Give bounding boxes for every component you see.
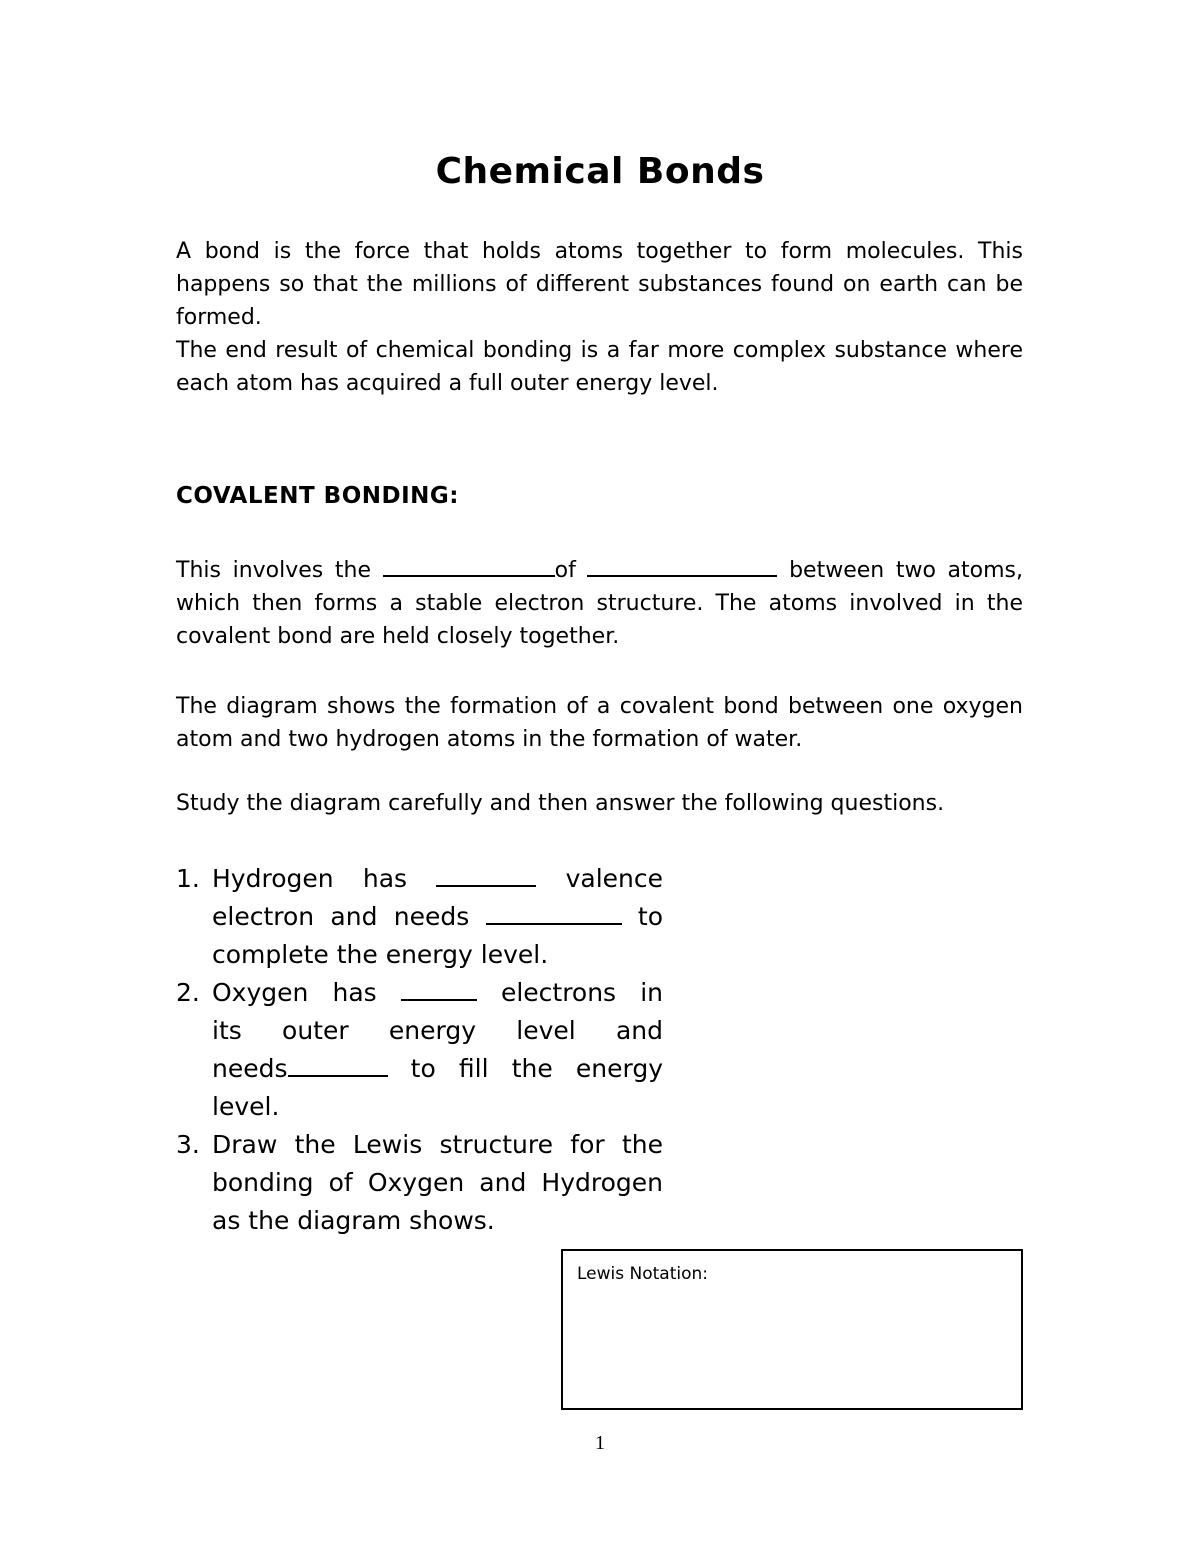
page-title: Chemical Bonds (435, 151, 765, 192)
text-segment: electron and needs (212, 902, 470, 931)
paragraph-line: The diagram shows the formation of a covalent bond between one oxygen (176, 694, 1023, 719)
text-segment (212, 1054, 388, 1083)
intro-line: formed. (176, 305, 262, 330)
lewis-notation-box[interactable] (561, 1249, 1023, 1410)
intro-line: A bond is the force that holds atoms together to form molecules. This (176, 239, 1023, 264)
question-number: 3. (176, 1130, 200, 1159)
text-segment: valence (565, 864, 664, 893)
covalent-paragraph-1 (176, 553, 1023, 653)
paragraph-line: covalent bond are held closely together. (176, 624, 620, 649)
question-line (212, 1050, 663, 1088)
question-line: Draw the Lewis structure for the (212, 1130, 663, 1159)
paragraph-line: which then forms a stable electron structure. The atoms involved in the (176, 591, 1023, 616)
text-segment: electrons in (500, 978, 663, 1007)
question-item (176, 860, 663, 974)
text-segment: has (362, 864, 408, 893)
paragraph-line: Study the diagram carefully and then answer the following questions. (176, 791, 945, 816)
lewis-notation-label: Lewis Notation: (577, 1264, 709, 1284)
text-segment: Oxygen has (212, 978, 377, 1007)
paragraph-line: atom and two hydrogen atoms in the formation of water. (176, 727, 803, 752)
text-segment: to fill the energy (410, 1054, 663, 1083)
text-segment: to (637, 902, 663, 931)
question-list (176, 860, 663, 1240)
covalent-paragraph-3 (176, 787, 1023, 820)
blank-answer-2[interactable] (587, 553, 777, 577)
section-heading: COVALENT BONDING: (176, 483, 459, 509)
text-segment: of (554, 558, 588, 583)
question-line (212, 974, 663, 1012)
question-line (212, 898, 663, 936)
blank-answer-5[interactable] (401, 975, 477, 1001)
question-item (176, 1126, 663, 1240)
text-segment: This involves the (176, 558, 383, 583)
text-segment: Hydrogen (212, 864, 334, 893)
question-line: level. (212, 1092, 280, 1121)
question-line: bonding of Oxygen and Hydrogen (212, 1168, 663, 1197)
page-number: 1 (595, 1432, 605, 1454)
intro-line: happens so that the millions of different substances found on earth can be (176, 272, 1023, 297)
intro-paragraph (176, 235, 1023, 400)
question-line: its outer energy level and (212, 1016, 663, 1045)
blank-answer-1[interactable] (383, 553, 555, 577)
covalent-paragraph-2 (176, 690, 1023, 756)
text-segment: between two atoms, (777, 558, 1023, 583)
blank-answer-4[interactable] (486, 899, 622, 925)
fill-in-line (176, 553, 1023, 587)
blank-answer-6[interactable] (288, 1051, 388, 1077)
question-line: complete the energy level. (212, 940, 549, 969)
question-number: 2. (176, 978, 200, 1007)
text-segment: needs (212, 1054, 288, 1083)
blank-answer-3[interactable] (436, 861, 536, 887)
question-number: 1. (176, 864, 200, 893)
question-line: as the diagram shows. (212, 1206, 495, 1235)
intro-line: The end result of chemical bonding is a far more complex substance where (176, 338, 1023, 363)
intro-line: each atom has acquired a full outer energy level. (176, 371, 719, 396)
question-line (212, 860, 663, 898)
question-item (176, 974, 663, 1126)
